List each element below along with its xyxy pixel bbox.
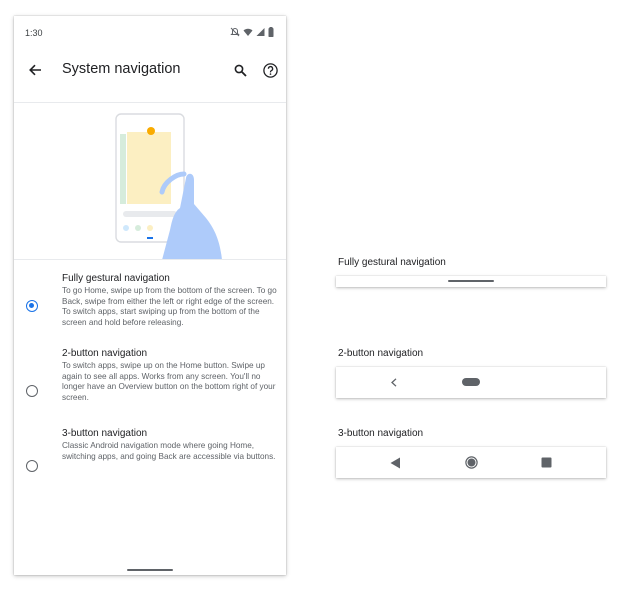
status-icons: [230, 27, 274, 37]
back-chevron-icon: [391, 378, 397, 387]
option-title: 2-button navigation: [62, 348, 148, 359]
gesture-handle[interactable]: [127, 569, 173, 571]
preview-3-button-bar: [336, 447, 606, 478]
page-title: System navigation: [62, 61, 181, 77]
wifi-icon: [243, 27, 253, 37]
do-not-disturb-icon: [230, 27, 240, 37]
app-bar: [14, 50, 286, 90]
home-pill-icon: [462, 378, 480, 386]
search-icon: [234, 64, 247, 77]
gesture-handle-preview: [448, 280, 494, 282]
back-arrow-icon: [28, 63, 42, 77]
preview-gestural-bar: [336, 276, 606, 287]
back-triangle-icon: [390, 457, 401, 469]
preview-label-gestural: Fully gestural navigation: [338, 257, 446, 268]
preview-label-3-button: 3-button navigation: [338, 428, 424, 439]
signal-icon: [256, 27, 265, 37]
preview-label-2-button: 2-button navigation: [338, 348, 424, 359]
preview-2-button-bar: [336, 367, 606, 398]
phone-screen: [14, 16, 286, 575]
phone-illustration: [114, 100, 224, 262]
battery-icon: [268, 27, 274, 37]
radio-button[interactable]: [26, 385, 38, 397]
search-button[interactable]: [229, 59, 251, 81]
home-circle-icon: [465, 456, 478, 469]
status-bar: [14, 16, 286, 50]
radio-button-selected[interactable]: [26, 300, 38, 312]
content-divider: [14, 259, 286, 260]
overview-square-icon: [541, 457, 552, 468]
option-title: 3-button navigation: [62, 428, 148, 439]
status-time: 1:30: [25, 28, 43, 38]
option-description: To go Home, swipe up from the bottom of the screen. To go Back, swipe from either the left or right edge of the screen. To switch apps, start swiping up from the bottom of the screen and hold before releasing.: [62, 286, 277, 327]
help-icon: [263, 63, 278, 78]
option-description: Classic Android navigation mode where going Home, switching apps, and going Back are accessible via buttons.: [62, 441, 276, 461]
option-description: To switch apps, swipe up on the Home button. Swipe up again to see all apps. Works from any screen. You'll no longer have an Overview button on the bottom right of your screen.: [62, 361, 276, 402]
help-button[interactable]: [259, 59, 281, 81]
radio-button[interactable]: [26, 460, 38, 472]
option-title: Fully gestural navigation: [62, 273, 170, 284]
back-button[interactable]: [24, 59, 46, 81]
